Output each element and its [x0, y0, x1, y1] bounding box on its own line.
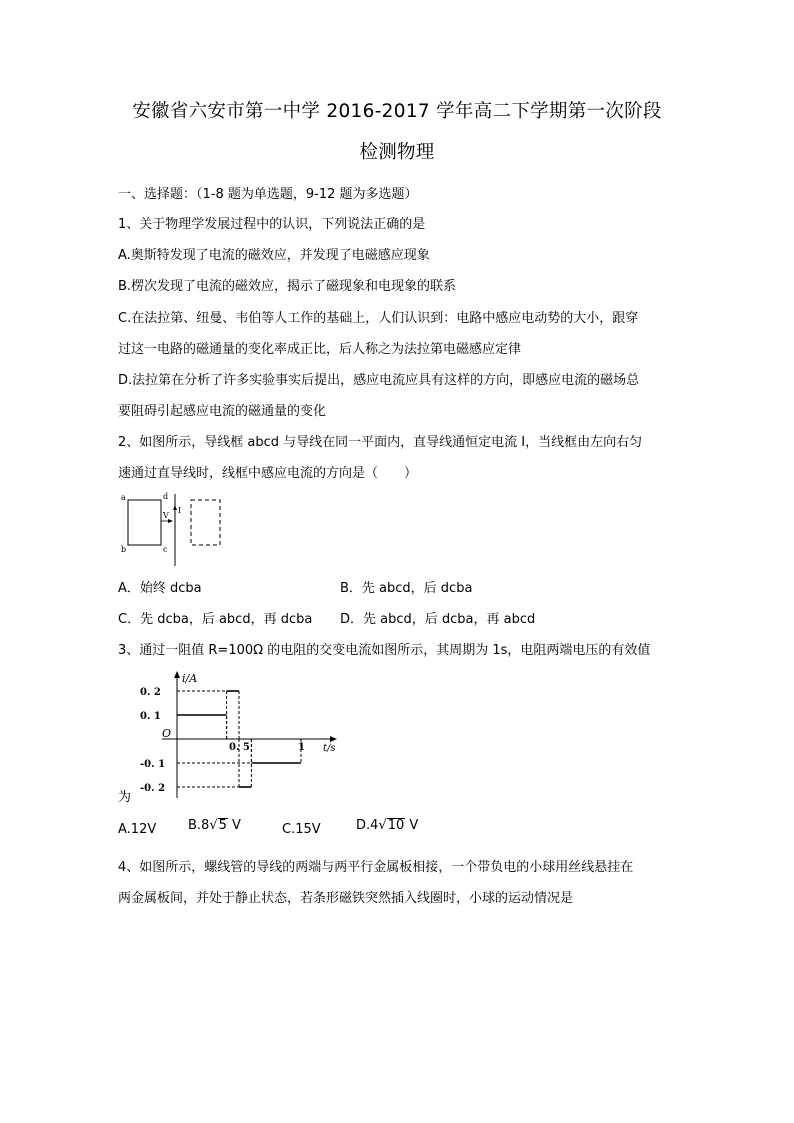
- label-c: c: [163, 545, 168, 554]
- label-b: b: [121, 545, 127, 554]
- option-b-unit: V: [232, 818, 241, 833]
- option-d-radicand: 10: [387, 818, 405, 833]
- question-1-option-d-line2: 要阻碍引起感应电流的磁通量的变化: [118, 404, 327, 419]
- option-d-prefix: D.4: [356, 818, 379, 833]
- option-d-unit: V: [409, 818, 419, 833]
- section-label: 一、选择题：（1-8 题为单选题，9-12 题为多选题）: [118, 187, 418, 202]
- question-1-option-b: B.楞次发现了电流的磁效应，揭示了磁现象和电现象的联系: [118, 279, 457, 294]
- label-a: a: [121, 493, 126, 502]
- question-3-stem-tail: 为: [118, 790, 132, 805]
- page-title-line1: 安徽省六安市第一中学 2016-2017 学年高二下学期第一次阶段: [132, 101, 662, 122]
- question-3-option-a: A.12V: [118, 822, 157, 837]
- page-title-line2: 检测物理: [359, 142, 435, 163]
- question-4-stem-line2: 两金属板间，并处于静止状态，若条形磁铁突然插入线圈时，小球的运动情况是: [118, 891, 574, 906]
- question-3-option-b: [188, 818, 241, 833]
- y-tick-label: -0. 1: [140, 759, 166, 770]
- question-1-option-c-line2: 过这一电路的磁通量的变化率成正比，后人称之为法拉第电磁感应定律: [118, 342, 522, 357]
- wire-frame-abcd: [128, 500, 161, 545]
- question-4-stem-line1: 4、如图所示，螺线管的导线的两端与两平行金属板相接，一个带负电的小球用丝线悬挂在: [118, 860, 634, 875]
- option-b-prefix: B.8: [188, 818, 210, 833]
- question-2-option-b: B．先 abcd，后 dcba: [340, 581, 473, 596]
- question-2-stem-line2: 速通过直导线时，线框中感应电流的方向是（ ）: [118, 466, 418, 481]
- x-tick-label: 1: [298, 742, 305, 753]
- question-2-option-d: D．先 abcd，后 dcba，再 abcd: [340, 612, 536, 627]
- x-axis-label: t/s: [323, 743, 336, 754]
- option-b-radicand: 5: [218, 818, 227, 833]
- x-tick-label: 0. 5: [229, 742, 250, 753]
- question-1-option-d-line1: D.法拉第在分析了许多实验事实后提出，感应电流应具有这样的方向，即感应电流的磁场总: [118, 373, 640, 388]
- x-axis-arrow-icon: [330, 736, 337, 742]
- question-3-option-c: C.15V: [282, 822, 321, 837]
- wire-frame-figure: [118, 490, 228, 568]
- sqrt-symbol: √10: [378, 818, 405, 833]
- label-i: I: [178, 506, 182, 515]
- y-axis-label: i/A: [182, 672, 198, 685]
- question-1-stem: 1、关于物理学发展过程中的认识，下列说法正确的是: [118, 217, 426, 232]
- question-2-option-a: A．始终 dcba: [118, 581, 202, 596]
- wire-frame-dashed: [191, 500, 220, 545]
- label-v: V: [163, 511, 169, 520]
- alternating-current-chart: [140, 668, 345, 803]
- y-axis-arrow-icon: [174, 671, 180, 678]
- current-arrow-icon: [173, 505, 177, 510]
- label-d: d: [163, 492, 169, 501]
- question-3-option-d: [356, 818, 418, 833]
- y-tick-label: 0. 2: [140, 687, 161, 698]
- question-1-option-a: A.奥斯特发现了电流的磁效应，并发现了电磁感应现象: [118, 248, 430, 263]
- y-tick-label: 0. 1: [140, 711, 161, 722]
- origin-label: O: [162, 727, 172, 740]
- sqrt-symbol: √5: [209, 818, 227, 833]
- question-3-stem: 3、通过一阻值 R=100Ω 的电阻的交变电流如图所示，其周期为 1s，电阻两端电压的有效值: [118, 643, 651, 658]
- question-1-option-c-line1: C.在法拉第、纽曼、韦伯等人工作的基础上，人们认识到：电路中感应电动势的大小，跟穿: [118, 311, 639, 326]
- question-2-stem-line1: 2、如图所示，导线框 abcd 与导线在同一平面内，直导线通恒定电流 I，当线框由左向右匀: [118, 435, 643, 450]
- question-2-option-c: C．先 dcba，后 abcd，再 dcba: [118, 612, 313, 627]
- y-tick-label: -0. 2: [140, 783, 166, 794]
